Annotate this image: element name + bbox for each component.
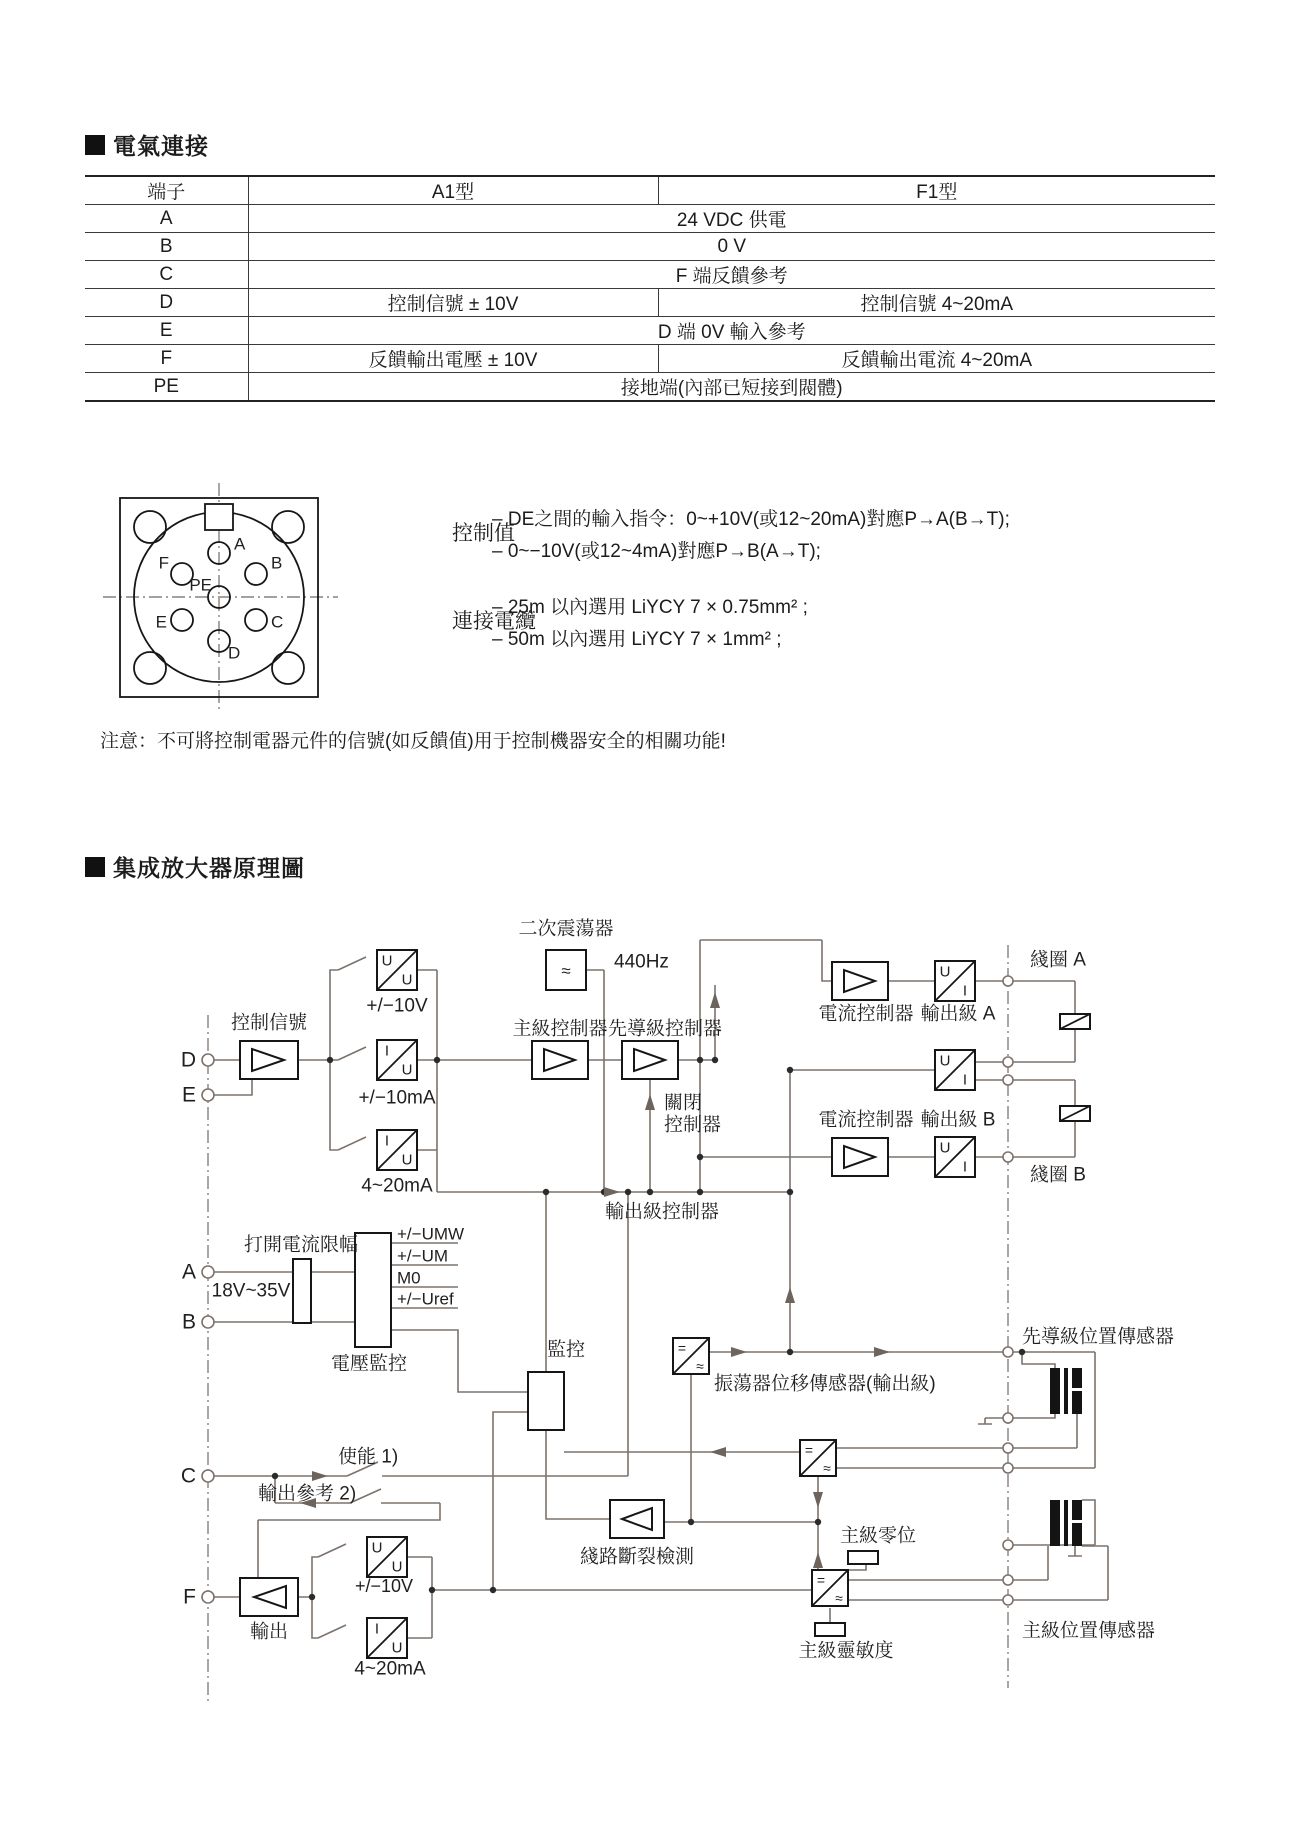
demod2-symbol-dc: = [804, 1442, 814, 1458]
freq-440hz-label: 440Hz [614, 951, 669, 973]
cell-terminal: B [85, 233, 248, 261]
secondary-oscillator-label: 二次震蕩器 [518, 918, 614, 940]
table-row [85, 373, 1215, 402]
terminal-b: B [181, 1310, 196, 1334]
demod1-symbol-ac: ≈ [696, 1358, 704, 1374]
cable-label: 連接電纜 [452, 610, 536, 633]
c420ma-bottom-label: 4~20mA [354, 1658, 426, 1680]
c420ma-top-label: 4~20mA [361, 1175, 433, 1197]
conv6-letter-i: I [962, 1158, 968, 1176]
conv4-letter-i: I [962, 982, 968, 1000]
demod1-symbol-dc: = [677, 1340, 687, 1356]
pm10v-top-label: +/−10V [366, 995, 428, 1017]
pin-b-label: B [271, 553, 283, 573]
cell-merged: 24 VDC 供電 [248, 205, 1215, 233]
conv1-letter-u2: U [401, 971, 413, 989]
pin-a-label: A [234, 534, 246, 554]
control-signal-label: 控制信號 [230, 1012, 308, 1034]
electrical-connection-table [85, 175, 1215, 402]
cable-item: – 50m 以內選用 LiYCY 7 × 1mm² ; [492, 629, 782, 650]
cell-merged: 0 V [248, 233, 1215, 261]
header-a1: A1型 [248, 176, 658, 205]
section-title: 電氣連接 [113, 133, 209, 159]
safety-note: 注意：不可將控制電器元件的信號(如反饋值)用于控制機器安全的相關功能! [100, 731, 726, 752]
close-controller-label-1: 關閉 [664, 1092, 703, 1114]
main-controller-label: 主級控制器 [512, 1018, 608, 1040]
control-value-item: – 0~−10V(或12~4mA)對應P→B(A→T); [492, 541, 821, 562]
uref-label: +/−Uref [397, 1289, 454, 1309]
um-label: +/−UM [397, 1246, 449, 1266]
terminal-a: A [181, 1260, 196, 1284]
main-zero-label: 主級零位 [839, 1525, 917, 1547]
table-row [85, 289, 1215, 317]
section-amplifier-schematic [85, 850, 305, 883]
monitor-label: 監控 [546, 1339, 586, 1361]
pin-pe-label: PE [189, 575, 212, 595]
cell-merged: 接地端(內部已短接到閥體) [248, 373, 1215, 402]
terminal-f: F [183, 1585, 196, 1609]
conv3-letter-u: U [401, 1151, 413, 1169]
terminal-d: D [180, 1048, 196, 1072]
demod2-symbol-ac: ≈ [823, 1460, 831, 1476]
conv2-letter-i: I [384, 1042, 390, 1060]
cell-a1: 控制信號 ± 10V [248, 289, 658, 317]
table-row [85, 345, 1215, 373]
pin-d-label: D [228, 643, 241, 663]
cell-a1: 反饋輸出電壓 ± 10V [248, 345, 658, 373]
output-stage-a-label: 輸出級 A [920, 1003, 996, 1025]
control-value-item: – DE之間的輸入指令：0~+10V(或12~20mA)對應P→A(B→T); [492, 509, 1010, 530]
cell-terminal: PE [85, 373, 248, 402]
pilot-position-sensor-label: 先導級位置傳感器 [1022, 1326, 1175, 1348]
voltage-monitor-label: 電壓監控 [330, 1353, 408, 1375]
conv3-letter-i: I [384, 1132, 390, 1150]
cell-merged: D 端 0V 輸入參考 [248, 317, 1215, 345]
pm10ma-label: +/−10mA [358, 1087, 436, 1109]
enable-label: 使能 1) [338, 1446, 399, 1468]
section-electrical-connection [85, 128, 209, 161]
cell-f1: 控制信號 4~20mA [658, 289, 1215, 317]
section-bullet-icon [85, 135, 105, 155]
open-current-limit-label: 打開電流限幅 [243, 1234, 359, 1256]
pin-e-label: E [155, 612, 167, 632]
cell-merged: F 端反饋參考 [248, 261, 1215, 289]
conv8-letter-i: I [374, 1620, 380, 1638]
table-row [85, 205, 1215, 233]
conv2-letter-u: U [401, 1061, 413, 1079]
section-bullet-icon [85, 857, 105, 877]
oscillator-displacement-label: 振蕩器位移傳感器(輸出級) [714, 1373, 936, 1395]
section-title: 集成放大器原理圖 [113, 855, 305, 881]
current-controller-b-label: 電流控制器 [818, 1109, 914, 1131]
header-terminal: 端子 [85, 176, 248, 205]
cable-item: – 25m 以內選用 LiYCY 7 × 0.75mm² ; [492, 597, 808, 618]
conv1-letter-u1: U [381, 952, 393, 970]
cell-terminal: F [85, 345, 248, 373]
close-controller-label-2: 控制器 [664, 1114, 722, 1136]
conv7-letter-u1: U [371, 1539, 383, 1557]
demod3-symbol-ac: ≈ [835, 1590, 843, 1606]
coil-b-label: 綫圈 B [1030, 1164, 1086, 1186]
terminal-c: C [180, 1464, 196, 1488]
main-position-sensor-label: 主級位置傳感器 [1022, 1620, 1156, 1642]
control-value-label: 控制值 [452, 522, 515, 545]
pm10v-bottom-label: +/−10V [354, 1576, 414, 1596]
cell-f1: 反饋輸出電流 4~20mA [658, 345, 1215, 373]
terminal-e: E [181, 1083, 196, 1107]
pilot-controller-label: 先導級控制器 [607, 1018, 723, 1040]
table-header-row [85, 176, 1215, 205]
coil-a-label: 綫圈 A [1030, 949, 1086, 971]
output-stage-b-label: 輸出級 B [920, 1109, 996, 1131]
conv7-letter-u2: U [391, 1558, 403, 1576]
pin-c-label: C [271, 612, 284, 632]
umw-label: +/−UMW [397, 1224, 465, 1244]
header-f1: F1型 [658, 176, 1215, 205]
conv8-letter-u: U [391, 1639, 403, 1657]
supply-range-label: 18V~35V [211, 1280, 291, 1302]
current-controller-a-label: 電流控制器 [818, 1003, 914, 1025]
m0-label: M0 [397, 1268, 421, 1288]
output-amp-label: 輸出 [249, 1621, 289, 1643]
conv6-letter-u: U [939, 1139, 951, 1157]
conv5-letter-i: I [962, 1071, 968, 1089]
pin-f-label: F [158, 553, 169, 573]
table-row [85, 233, 1215, 261]
line-break-detect-label: 綫路斷裂檢測 [579, 1546, 695, 1568]
output-ref-label: 輸出參考 2) [258, 1483, 357, 1505]
demod3-symbol-dc: = [816, 1572, 826, 1588]
oscillator-symbol: ≈ [561, 961, 571, 981]
conv5-letter-u: U [939, 1052, 951, 1070]
main-sensitivity-label: 主級靈敏度 [798, 1640, 894, 1662]
cell-terminal: A [85, 205, 248, 233]
cell-terminal: E [85, 317, 248, 345]
conv4-letter-u: U [939, 963, 951, 981]
connector-diagram [95, 470, 350, 725]
table-row [85, 261, 1215, 289]
table-row [85, 317, 1215, 345]
cell-terminal: C [85, 261, 248, 289]
cell-terminal: D [85, 289, 248, 317]
output-stage-controller-label: 輸出級控制器 [604, 1201, 720, 1223]
